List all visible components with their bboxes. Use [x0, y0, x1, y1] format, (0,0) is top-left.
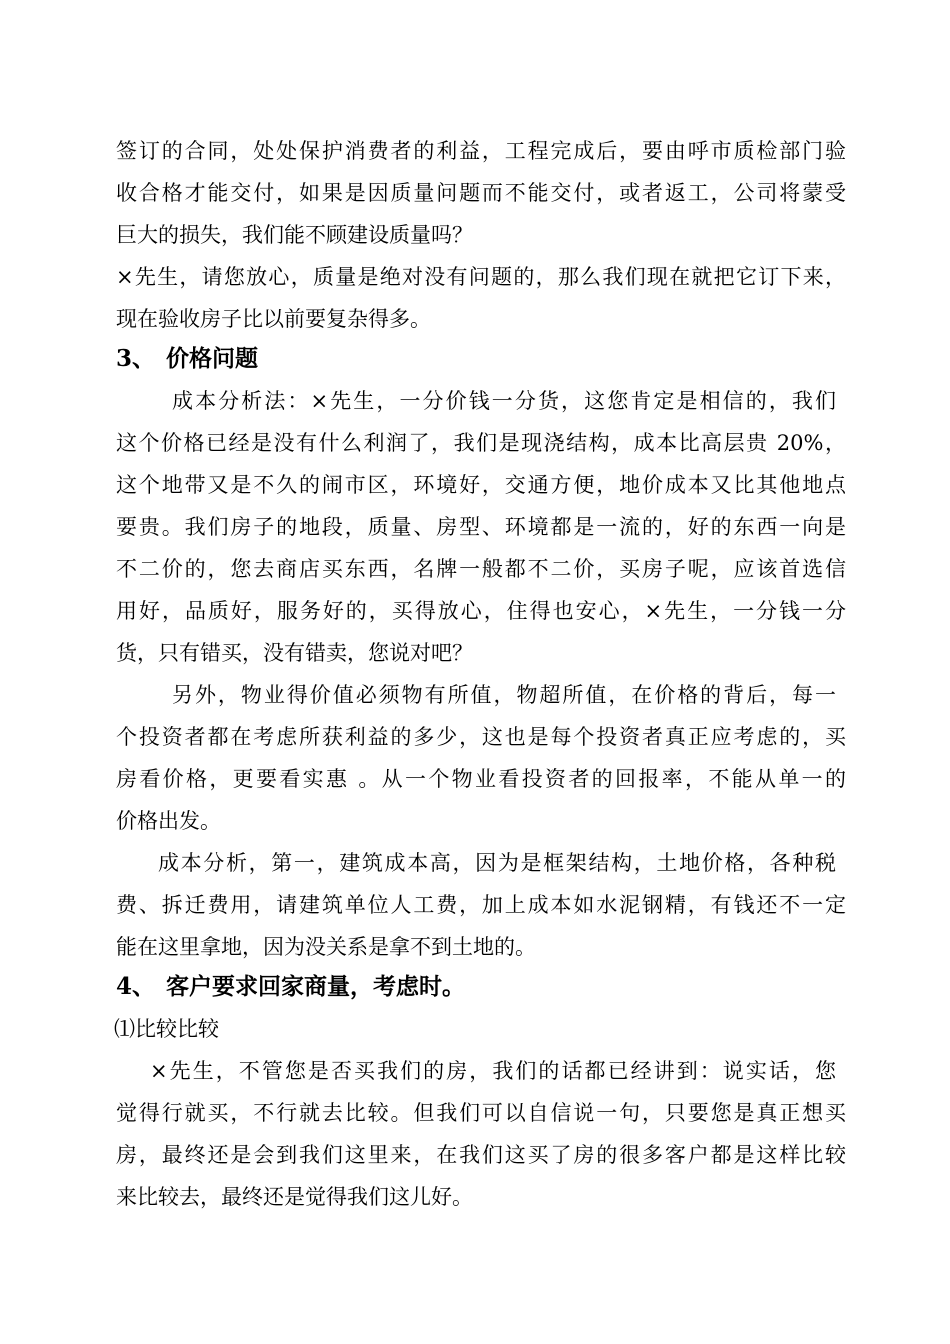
subheading-compare: ⑴比较比较 — [114, 1017, 219, 1041]
paragraph-5-line-1: 成本分析，第一，建筑成本高，因为是框架结构，土地价格，各种税 — [158, 851, 836, 875]
section-heading-3-number: 3、 — [116, 345, 156, 372]
paragraph-6-line-4: 来比较去，最终还是觉得我们这儿好。 — [116, 1185, 473, 1209]
paragraph-4-line-4: 价格出发。 — [116, 809, 221, 833]
section-heading-3-title: 价格问题 — [166, 345, 258, 372]
paragraph-5-line-2: 费、拆迁费用，请建筑单位人工费，加上成本如水泥钢精，有钱还不一定 — [116, 893, 846, 917]
paragraph-2-line-2: 现在验收房子比以前要复杂得多。 — [116, 307, 431, 331]
paragraph-6-line-3: 房，最终还是会到我们这里来，在我们这买了房的很多客户都是这样比较 — [116, 1143, 846, 1167]
paragraph-3-line-5: 不二价的，您去商店买东西，名牌一般都不二价，买房子呢，应该首选信 — [116, 557, 846, 581]
paragraph-1-line-1: 签订的合同，处处保护消费者的利益，工程完成后，要由呼市质检部门验 — [116, 139, 846, 163]
paragraph-1-line-2: 收合格才能交付，如果是因质量问题而不能交付，或者返工，公司将蒙受 — [116, 181, 846, 205]
paragraph-2-line-1: ×先生，请您放心，质量是绝对没有问题的，那么我们现在就把它订下来， — [116, 265, 846, 289]
paragraph-1-line-3: 巨大的损失，我们能不顾建设质量吗？ — [116, 223, 473, 247]
paragraph-3-line-2: 这个价格已经是没有什么利润了，我们是现浇结构，成本比高层贵 20%， — [116, 431, 846, 455]
paragraph-3-line-7: 货，只有错买，没有错卖，您说对吧？ — [116, 641, 473, 665]
paragraph-3-line-1: 成本分析法：×先生，一分价钱一分货，这您肯定是相信的，我们 — [172, 389, 836, 413]
section-heading-4-number: 4、 — [116, 973, 156, 1000]
paragraph-6-line-1: ×先生，不管您是否买我们的房，我们的话都已经讲到：说实话，您 — [150, 1059, 836, 1083]
section-heading-4-title: 客户要求回家商量，考虑时。 — [166, 973, 465, 1000]
section-heading-4 — [116, 966, 465, 1008]
paragraph-6-line-2: 觉得行就买，不行就去比较。但我们可以自信说一句，只要您是真正想买 — [116, 1101, 846, 1125]
paragraph-3-line-3: 这个地带又是不久的闹市区，环境好，交通方便，地价成本又比其他地点 — [116, 473, 846, 497]
section-heading-3 — [116, 338, 258, 380]
paragraph-5-line-3: 能在这里拿地，因为没关系是拿不到土地的。 — [116, 935, 536, 959]
paragraph-4-line-2: 个投资者都在考虑所获利益的多少，这也是每个投资者真正应考虑的，买 — [116, 725, 846, 749]
paragraph-3-line-6: 用好，品质好，服务好的，买得放心，住得也安心，×先生，一分钱一分 — [116, 599, 846, 623]
paragraph-3-line-4: 要贵。我们房子的地段，质量、房型、环境都是一流的，好的东西一向是 — [116, 515, 846, 539]
paragraph-4-line-1: 另外，物业得价值必须物有所值，物超所值，在价格的背后，每一 — [172, 683, 836, 707]
paragraph-4-line-3: 房看价格，更要看实惠 。从一个物业看投资者的回报率，不能从单一的 — [116, 767, 846, 791]
